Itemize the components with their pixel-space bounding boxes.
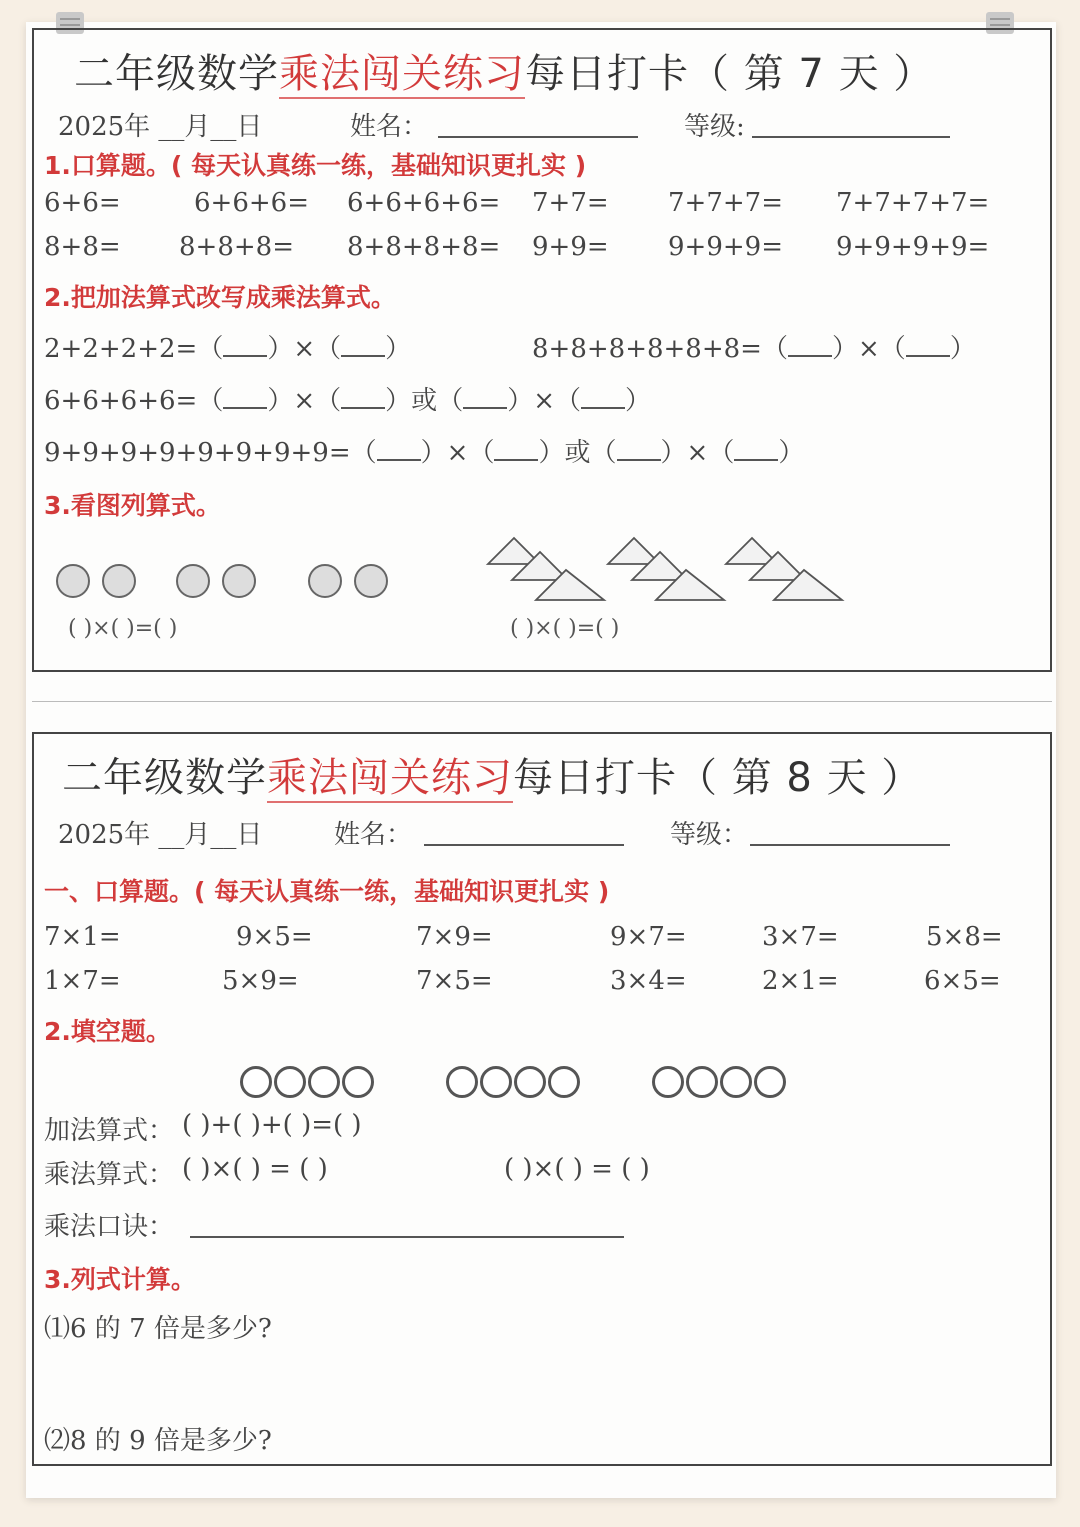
paren: ） (660, 438, 687, 468)
name-field[interactable] (438, 108, 638, 138)
circle-icon (308, 1066, 340, 1098)
circle-icon (102, 564, 136, 598)
times-sign: × (533, 386, 556, 416)
section-heading: 3.列式计算。 (44, 1265, 196, 1294)
title-prefix: 二年级数学 (62, 755, 267, 801)
problem: 9+9+9= (668, 232, 783, 262)
problem: 1×7= (44, 966, 121, 996)
problem: 9+9+9+9= (836, 232, 990, 262)
section-heading: 2.把加法算式改写成乘法算式。 (44, 283, 396, 312)
rewrite-problem (44, 432, 804, 469)
date-label: 2025年 __月__日 (58, 820, 263, 850)
problem-text: 9+9+9+9+9+9+9+9= (44, 438, 351, 468)
multiplication-formula[interactable]: ( )×( ) = ( ) (504, 1154, 650, 1184)
section-heading: 2.填空题。 (44, 1017, 171, 1046)
problem-text: 6+6+6+6= (44, 386, 198, 416)
circle-icon (342, 1066, 374, 1098)
page-title (62, 746, 922, 803)
paren: ） (385, 334, 412, 364)
triangle-groups (484, 534, 854, 606)
answer-blank[interactable] (788, 333, 832, 357)
grade-label: 等级： (670, 820, 749, 850)
circle-icon (56, 564, 90, 598)
answer-blank[interactable] (341, 385, 385, 409)
circle-icon (446, 1066, 478, 1098)
section-heading: 1.口算题。( 每天认真练一练，基础知识更扎实 ) (44, 151, 587, 180)
paren: （ (197, 334, 224, 364)
title-prefix: 二年级数学 (74, 51, 279, 97)
problem: 7+7+7+7= (836, 188, 990, 218)
answer-blank[interactable] (223, 333, 267, 357)
problem: 5×8= (926, 922, 1003, 952)
problem: 8+8+8+8= (347, 232, 501, 262)
or-word: 或 (564, 438, 591, 468)
circle-icon (514, 1066, 546, 1098)
problem: 6+6= (44, 188, 121, 218)
problem-text: 8+8+8+8+8+8= (532, 334, 762, 364)
answer-blank[interactable] (223, 385, 267, 409)
paren: （ (315, 386, 342, 416)
times-sign: × (293, 334, 316, 364)
paren: ） (778, 438, 805, 468)
rhyme-field[interactable] (190, 1208, 624, 1238)
problem: 9×5= (236, 922, 313, 952)
problem: 9×7= (610, 922, 687, 952)
problem: 2×1= (762, 966, 839, 996)
paren: （ (708, 438, 735, 468)
picture-formula-right[interactable]: ( )×( )=( ) (510, 616, 620, 641)
multiplication-formula[interactable]: ( )×( ) = ( ) (182, 1154, 328, 1184)
name-field[interactable] (424, 816, 624, 846)
paren: ） (507, 386, 534, 416)
answer-blank[interactable] (494, 437, 538, 461)
times-sign: × (446, 438, 469, 468)
problem: 7×1= (44, 922, 121, 952)
circle-icon (480, 1066, 512, 1098)
paren: ） (625, 386, 652, 416)
answer-blank[interactable] (734, 437, 778, 461)
grade-label: 等级: (684, 112, 745, 142)
problem: 8+8= (44, 232, 121, 262)
paren: ） (267, 386, 294, 416)
problem: 6+6+6= (194, 188, 309, 218)
addition-formula[interactable]: ( )+( )+( )=( ) (182, 1110, 362, 1140)
circle-icon (176, 564, 210, 598)
circle-icon (652, 1066, 684, 1098)
triangle-group (726, 538, 842, 600)
title-highlight: 乘法闯关练习 (279, 51, 525, 97)
grade-field[interactable] (750, 816, 950, 846)
paren: （ (315, 334, 342, 364)
paren: （ (468, 438, 495, 468)
paren: ） (538, 438, 565, 468)
word-problem: ⑴6 的 7 倍是多少? (44, 1314, 272, 1344)
paren: （ (879, 334, 906, 364)
problem: 7+7= (532, 188, 609, 218)
worksheet-day-7 (32, 28, 1052, 672)
paren: （ (437, 386, 464, 416)
rewrite-problem (532, 328, 976, 365)
circle-icon (222, 564, 256, 598)
triangle-group (488, 538, 604, 600)
circle-icon (686, 1066, 718, 1098)
section-heading: 3.看图列算式。 (44, 491, 221, 520)
problem: 6×5= (924, 966, 1001, 996)
paren: ） (267, 334, 294, 364)
problem: 7+7+7= (668, 188, 783, 218)
triangle-group (608, 538, 724, 600)
paren: （ (197, 386, 224, 416)
or-word: 或 (411, 386, 438, 416)
circle-icon (308, 564, 342, 598)
title-suffix: 每日打卡（ 第 7 天 ） (525, 51, 935, 97)
rewrite-problem (44, 380, 651, 417)
page-title (74, 42, 934, 99)
times-sign: × (686, 438, 709, 468)
paren: ） (385, 386, 412, 416)
problem: 6+6+6+6= (347, 188, 501, 218)
problem: 3×7= (762, 922, 839, 952)
paren: （ (590, 438, 617, 468)
answer-blank[interactable] (341, 333, 385, 357)
problem: 5×9= (222, 966, 299, 996)
date-label: 2025年 __月__日 (58, 112, 263, 142)
section-heading: 一、口算题。( 每天认真练一练，基础知识更扎实 ) (44, 877, 610, 906)
paren: （ (555, 386, 582, 416)
circle-icon (240, 1066, 272, 1098)
paren: ） (831, 334, 858, 364)
answer-blank[interactable] (463, 385, 507, 409)
circle-icon (274, 1066, 306, 1098)
paren: （ (350, 438, 377, 468)
times-sign: × (858, 334, 880, 364)
title-highlight: 乘法闯关练习 (267, 755, 513, 801)
multiplication-label: 乘法算式： (44, 1160, 175, 1190)
worksheet-day-8 (32, 732, 1052, 1466)
circle-icon (354, 564, 388, 598)
word-problem: ⑵8 的 9 倍是多少? (44, 1426, 272, 1456)
problem: 8+8+8= (179, 232, 294, 262)
grade-field[interactable] (752, 108, 950, 138)
answer-blank[interactable] (617, 437, 661, 461)
problem: 3×4= (610, 966, 687, 996)
problem: 7×9= (416, 922, 493, 952)
paren: ） (420, 438, 447, 468)
addition-label: 加法算式： (44, 1116, 175, 1146)
circle-icon (548, 1066, 580, 1098)
problem-text: 2+2+2+2= (44, 334, 198, 364)
circle-icon (720, 1066, 752, 1098)
divider (32, 701, 1052, 702)
answer-blank[interactable] (377, 437, 421, 461)
problem: 7×5= (416, 966, 493, 996)
rhyme-label: 乘法口诀： (44, 1212, 175, 1242)
answer-blank[interactable] (906, 333, 950, 357)
name-label: 姓名： (350, 112, 429, 142)
picture-formula-left[interactable]: ( )×( )=( ) (68, 616, 178, 641)
circle-icon (754, 1066, 786, 1098)
problem: 9+9= (532, 232, 609, 262)
paren: ） (949, 334, 976, 364)
name-label: 姓名： (334, 820, 413, 850)
title-suffix: 每日打卡（ 第 8 天 ） (513, 755, 923, 801)
paren: （ (761, 334, 788, 364)
answer-blank[interactable] (581, 385, 625, 409)
times-sign: × (293, 386, 316, 416)
rewrite-problem (44, 328, 411, 365)
